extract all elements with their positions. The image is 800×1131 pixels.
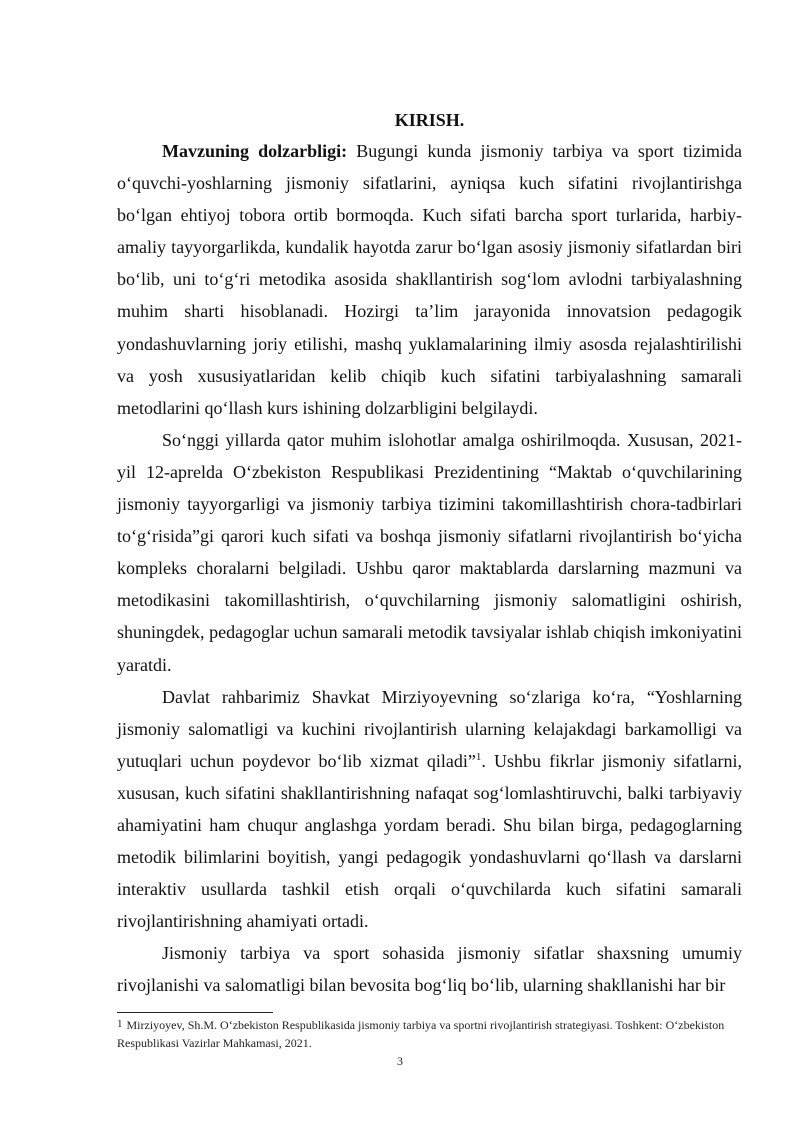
footnote-text: Mirziyoyev, Sh.M. O‘zbekiston Respublikasida jismoniy tarbiya va sportni rivojlantirish strategiyasi. Toshkent: O‘zbekiston Respublikasi Vazirlar Mahkamasi, 2021. [117, 1018, 725, 1050]
footnote-reference[interactable]: 1 [475, 750, 482, 763]
reforms-text: So‘nggi yillarda qator muhim islohotlar amalga oshirilmoqda. Xususan, 2021-yil 12-aprelda O‘zbekiston Respublikasi Prezidentining “Maktab o‘quvchilarining jismoniy tayyorgarligi va jismoniy tarbiya tizimini takomillashtirish chora-tadbirlari to‘g‘risida”gi qarori kuch sifati va boshqa jismoniy sifatlarni rivojlantirish bo‘yicha kompleks choralarni belgiladi. Ushbu qaror maktablarda darslarning mazmuni va metodikasini takomillashtirish, o‘quvchilarning jismoniy salomatligini oshirish, shuningdek, pedagoglar uchun samarali metodik tavsiyalar ishlab chiqish imkoniyatini yaratdi. [117, 429, 742, 675]
section-heading: KIRISH. [394, 110, 465, 130]
paragraph-quote [117, 681, 742, 938]
physical-qualities-text: Jismoniy tarbiya va sport sohasida jismoniy sifatlar shaxsning umumiy rivojlanishi va salomatligi bilan bevosita bog‘liq bo‘lib, ularning shakllanishi har bir [117, 943, 742, 996]
page-number: 3 [397, 1054, 403, 1068]
paragraph-physical-qualities [117, 937, 742, 1002]
relevance-text: Bugungi kunda jismoniy tarbiya va sport tizimida o‘quvchi-yoshlarning jismoniy sifatlarini, ayniqsa kuch sifatini rivojlantirishga bo‘lgan ehtiyoj tobora ortib bormoqda. Kuch sifati barcha sport turlarida, harbiy-amaliy tayyorgarlikda, kundalik hayotda zarur bo‘lgan asosiy jismoniy sifatlardan biri bo‘lib, uni to‘g‘ri metodika asosida shakllantirish sog‘lom avlodni tarbiyalashning muhim sharti hisoblanadi. Hozirgi ta’lim jarayonida innovatsion pedagogik yondashuvlarning joriy etilishi, mashq yuklamalarining ilmiy asosda rejalashtirilishi va yosh xususiyatlaridan kelib chiqib kuch sifatini tarbiyalashning samarali metodlarini qo‘llash kurs ishining dolzarbligini belgilaydi. [117, 141, 742, 418]
document-body [117, 108, 742, 1002]
footnote-marker: 1 [117, 1018, 123, 1030]
footnote-divider [117, 1012, 273, 1013]
paragraph-reforms [117, 424, 742, 681]
quote-text-after: . Ushbu fikrlar jismoniy sifatlarni, xususan, kuch sifatini shakllantirishning nafaqat sog‘lomlashtiruvchi, balki tarbiyaviy ahamiyatini ham chuqur anglashga yordam beradi. Shu bilan birga, pedagoglarning metodik bilimlarini boyitish, yangi pedagogik yondashuvlarni qo‘llash va darslarni interaktiv usullarda tashkil etish orqali o‘quvchilarda kuch sifatini samarali rivojlantirishning ahamiyati ortadi. [117, 750, 742, 932]
relevance-lead: Mavzuning dolzarbligi: [162, 141, 348, 161]
footnote [117, 1016, 742, 1052]
quote-text-before: Davlat rahbarimiz Shavkat Mirziyoyevning so‘zlariga ko‘ra, “Yoshlarning jismoniy salomatligi va kuchini rivojlantirish ularning kelajakdagi barkamolligi va yutuqlari uchun poydevor bo‘lib xizmat qiladi” [117, 686, 742, 771]
paragraph-relevance [117, 135, 742, 424]
